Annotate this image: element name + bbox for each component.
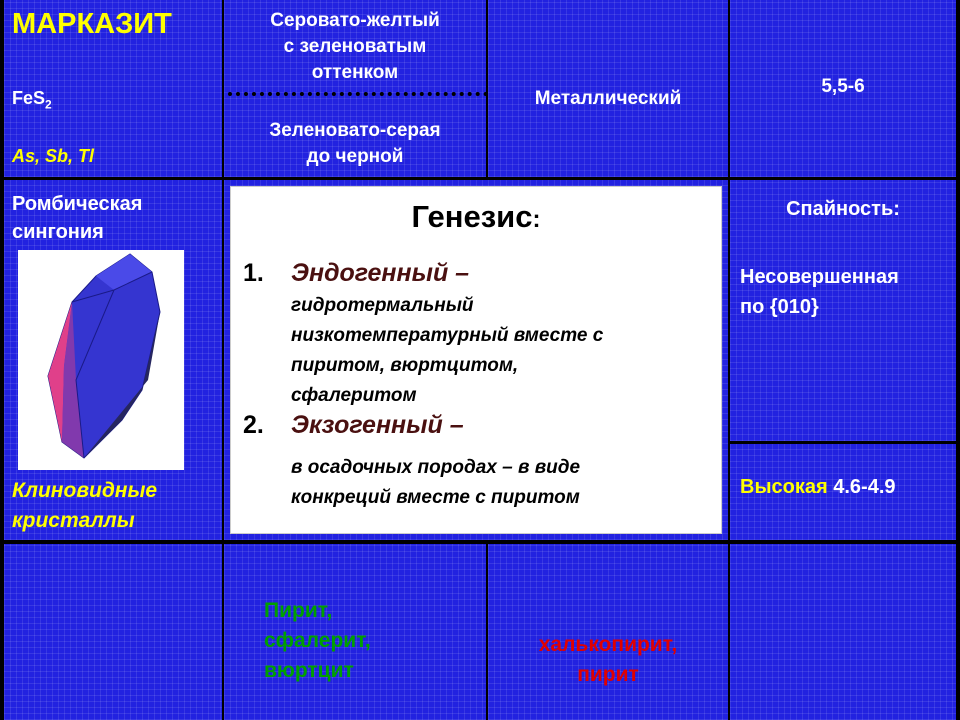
genesis-item-2-text bbox=[291, 453, 711, 513]
alteration-text bbox=[488, 630, 728, 690]
crystals-line-1: Клиновидные bbox=[12, 479, 158, 502]
density-cell bbox=[730, 444, 956, 540]
streak-text bbox=[224, 118, 486, 170]
cleavage-line-2: по {010} bbox=[740, 296, 819, 318]
genesis-item-1-line-1: гидротермальный bbox=[291, 295, 474, 316]
mineral-name: МАРКАЗИТ bbox=[12, 8, 172, 40]
genesis-title-text: Генезис bbox=[411, 199, 533, 234]
crystal-image bbox=[18, 250, 184, 470]
genesis-item-2-head: Экзогенный – bbox=[291, 411, 464, 439]
syngony-cell bbox=[4, 180, 222, 540]
genesis-item-2-line-1: в осадочных породах – в виде bbox=[291, 457, 581, 478]
syngony-line-2: сингония bbox=[12, 221, 104, 243]
color-text bbox=[224, 8, 486, 86]
color-line-3: оттенком bbox=[311, 62, 399, 83]
crystal-drawing bbox=[18, 250, 184, 470]
genesis-item-1-head: Эндогенный – bbox=[291, 259, 470, 287]
crystals-text bbox=[12, 476, 157, 536]
genesis-item-1-line-4: сфалеритом bbox=[291, 385, 417, 406]
streak-line-1: Зеленовато-серая bbox=[269, 120, 441, 141]
density-text bbox=[740, 476, 896, 499]
genesis-box bbox=[230, 186, 722, 534]
cleavage-text bbox=[740, 262, 899, 322]
genesis-item-2-line-2: конкреций вместе с пиритом bbox=[291, 487, 580, 508]
color-streak-cell bbox=[224, 0, 486, 177]
name-cell bbox=[4, 0, 222, 177]
density-value: 4.6-4.9 bbox=[833, 476, 896, 498]
genesis-item-1-line-3: пиритом, вюртцитом, bbox=[291, 355, 519, 376]
mineral-formula bbox=[12, 88, 52, 112]
genesis-title-colon: : bbox=[532, 206, 541, 233]
formula-base: FeS bbox=[12, 88, 46, 108]
genesis-item-2-num: 2. bbox=[243, 411, 264, 439]
associates-cell bbox=[224, 544, 486, 720]
color-line-1: Серовато-желтый bbox=[270, 10, 440, 31]
crystals-line-2: кристаллы bbox=[12, 509, 135, 532]
syngony-text bbox=[12, 190, 142, 246]
genesis-title bbox=[231, 199, 721, 235]
formula-sub: 2 bbox=[45, 97, 52, 112]
divider-dotted bbox=[228, 92, 488, 96]
hardness-cell bbox=[730, 0, 956, 177]
luster-cell bbox=[488, 0, 728, 177]
luster-text: Металлический bbox=[534, 88, 682, 109]
alteration-line-2: пирит bbox=[577, 663, 639, 686]
cleavage-line-1: Несовершенная bbox=[740, 266, 899, 288]
associates-line-2: сфалерит, bbox=[264, 629, 371, 652]
syngony-line-1: Ромбическая bbox=[12, 193, 143, 215]
hardness-text: 5,5-6 bbox=[821, 76, 865, 97]
color-line-2: с зеленоватым bbox=[283, 36, 427, 57]
genesis-item-1-text bbox=[291, 291, 711, 411]
genesis-item-1-num: 1. bbox=[243, 259, 264, 287]
alteration-cell bbox=[488, 544, 728, 720]
genesis-item-1-line-2: низкотемпературный вместе с bbox=[291, 325, 604, 346]
cleavage-cell bbox=[730, 180, 956, 441]
associates-line-3: вюртцит bbox=[264, 659, 354, 682]
associates-line-1: Пирит, bbox=[264, 599, 333, 622]
empty-cell-bottom-right bbox=[730, 544, 956, 720]
streak-line-2: до черной bbox=[306, 146, 404, 167]
mineral-impurities: As, Sb, Tl bbox=[12, 146, 95, 166]
cleavage-label: Спайность: bbox=[786, 198, 900, 220]
empty-cell-bottom-left bbox=[4, 544, 222, 720]
density-word: Высокая bbox=[740, 476, 828, 498]
alteration-line-1: халькопирит, bbox=[538, 633, 678, 656]
associates-text bbox=[264, 596, 371, 686]
